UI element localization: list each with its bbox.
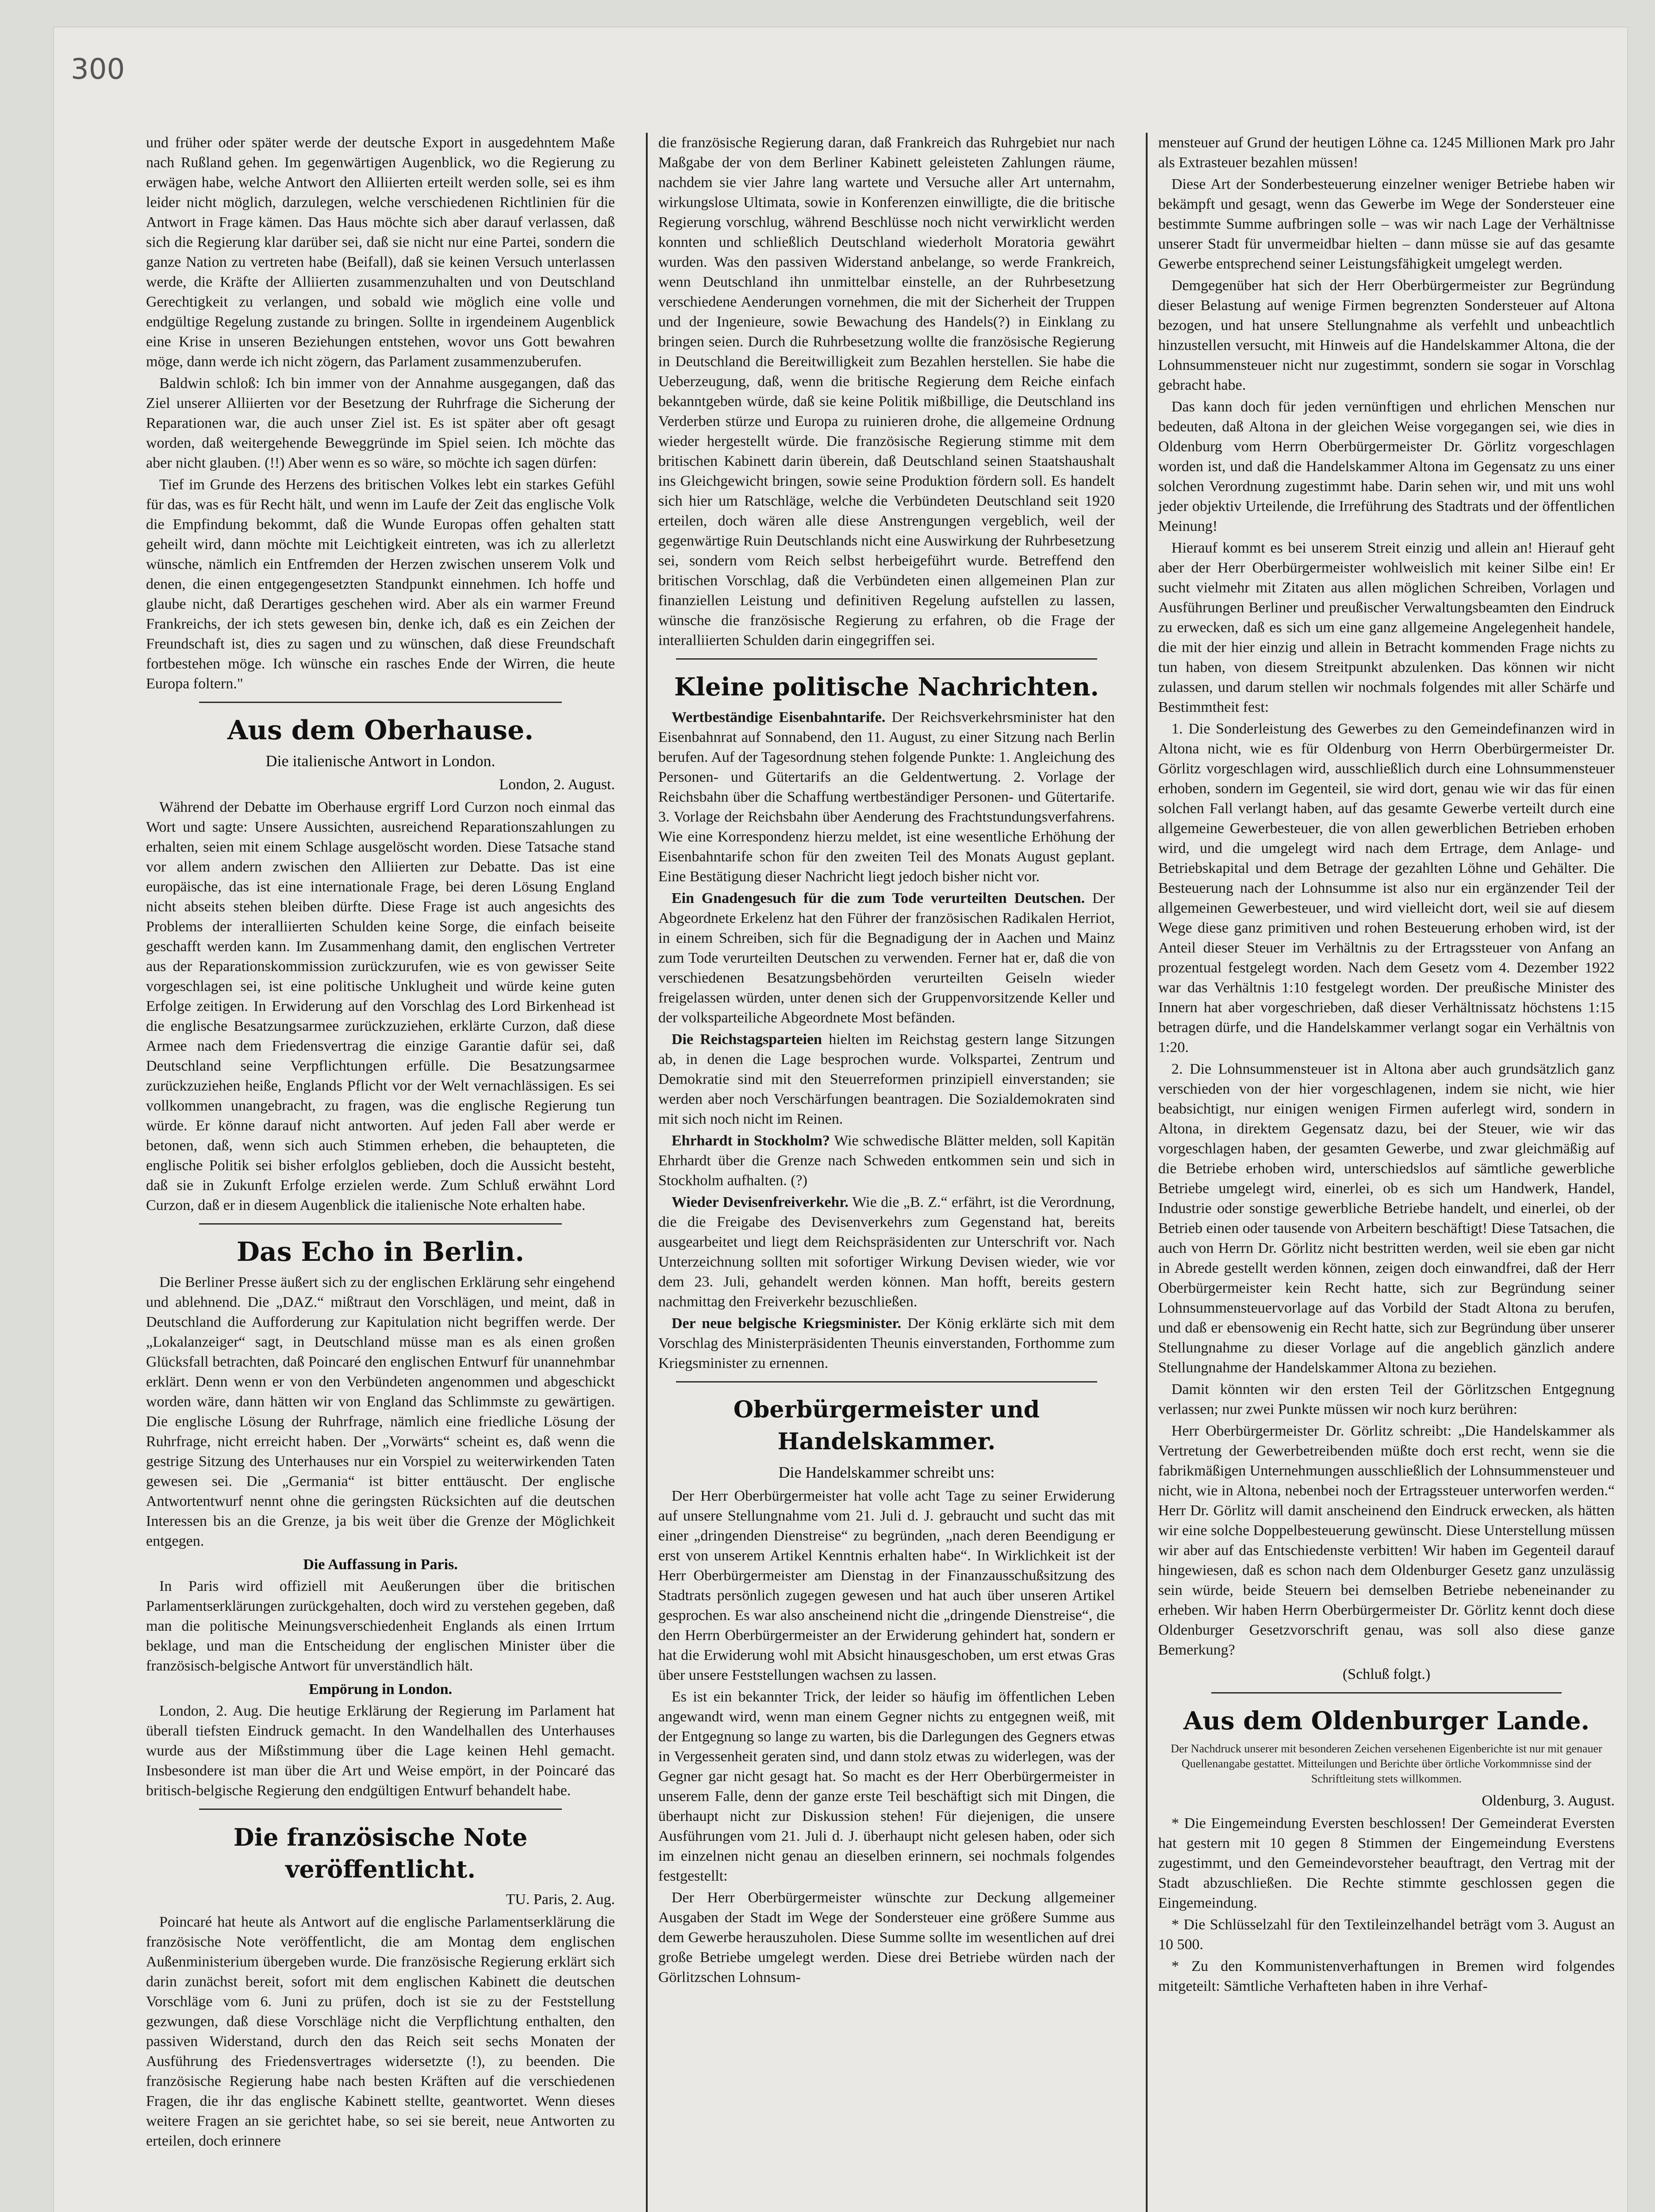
section-divider	[676, 658, 1097, 660]
article-continuation-paragraph: Tief im Grunde des Herzens des britischen Volkes lebt ein starkes Gefühl für das, was es für Recht hält, und wenn im Laufe der Zeit das englische Volk die Empfindung bekommt, daß die Wunde Europas offen gehalten statt geheilt wird, dann möchte mit Leichtigkeit eintreten, was ich zu allerletzt wünsche, nämlich ein Entfremden der Herzen zwischen unserem Volk und denen, die einen entgegengesetzten Standpunkt einnehmen. Ich hoffe und glaube nicht, daß Derartiges geschehen wird. Aber als ein warmer Freund Frankreichs, der ich stets gewesen bin, denke ich, daß es ein Zeichen der Freundschaft ist, dies zu sagen und zu wünschen, daß diese Freundschaft fortbestehen möge. Ich wünsche ein rasches Ende der Wirren, die heute Europa foltern."	[146, 476, 615, 692]
columns	[146, 133, 1619, 2212]
subheading-london: Empörung in London.	[308, 1681, 453, 1697]
article-paragraph: In Paris wird offiziell mit Aeußerungen über die britischen Parlamentserklärungen zurückgehalten, doch wird zu verstehen gegeben, daß man die politische Meinungsverschiedenheit Englands als einen Irrtum beklage, und man die Entscheidung der englischen Minister über die französisch-belgische Antwort für unverständlich hält.	[146, 1578, 615, 1674]
headline-french-note: Die französische Note veröffentlicht.	[233, 1823, 528, 1883]
page-number: 300	[71, 53, 125, 86]
column-3	[1146, 133, 1615, 2212]
section-divider	[199, 1809, 562, 1810]
column-2	[646, 133, 1115, 2212]
article-paragraph: Das kann doch für jeden vernünftigen und ehrlichen Menschen nur bedeuten, daß Altona in der gleichen Weise vorgegangen sei, wie dies in Oldenburg vom Herrn Oberbürgermeister Dr. Görlitz vorgeschlagen worden ist, und daß die Handelskammer Altona im Gegensatz zu uns einer solchen Verordnung zugestimmt habe. Darin sehen wir, und mit uns wohl jeder objektiv Urteilende, die Irreführung des Stadtrats und der öffentlichen Meinung!	[1158, 399, 1615, 534]
article-paragraph: Hierauf kommt es bei unserem Streit einzig und allein an! Hierauf geht aber der Herr Oberbürgermeister wohlweislich mit keiner Silbe ein! Er sucht vielmehr mit Zitaten aus allen möglichen Schreiben, Vorlagen und Ausführungen Berliner und preußischer Verwaltungsbeamten den Eindruck zu erwecken, daß es sich um eine ganz allgemeine Angelegenheit handele, die mit der hier einzig und allein in Betracht kommenden Frage nichts zu tun haben, von diesem Streitpunkt abzulenken. Das können wir nicht zulassen, und darum stellen wir nochmals folgendes mit aller Schärfe und Bestimmtheit fest:	[1158, 540, 1615, 715]
article-continuation-paragraph: die französische Regierung daran, daß Frankreich das Ruhrgebiet nur nach Maßgabe der von dem Berliner Kabinett geleisteten Zahlungen räume, nachdem sie vier Jahre lang wartete und Versuche aller Art unternahm, wirkungslose Ultimata, sowie in Konferenzen einwilligte, die die britische Regierung vorschlug, während Beschlüsse noch nicht verwirklicht werden konnten und schließlich Deutschland wiederholt Moratoria gewährt wurden. Was den passiven Widerstand anbelange, so werde Frankreich, wenn Deutschland ihn unmittelbar einstelle, an der Ruhrbesetzung verschiedene Aenderungen vornehmen, die mit der Sicherheit der Truppen und der Ingenieure, sowie Bewachung des Handels(?) in Einklang zu bringen seien. Durch die Ruhrbesetzung wollte die französische Regierung in Deutschland die Bereitwilligkeit zum Bezahlen herstellen. Sie habe die Ueberzeugung, daß, wenn die britische Regierung dem Reiche einfach bekanntgeben würde, daß sie keine Politik mißbillige, die Deutschland ins Verderben stürze und Europa zu ruinieren drohe, die allgemeine Ordnung wieder hergestellt würde. Die französische Regierung stimme mit dem britischen Kabinett darin überein, daß Deutschland seinen Staatshaushalt ins Gleichgewicht bringen, sowie seine Produktion fördern soll. Es handelt sich hier um Ratschläge, welche die Verbündeten Deutschland seit 1920 erteilen, doch wären alle diese Anstrengungen vergeblich, weil der gegenwärtige Ruin Deutschlands nicht eine Auswirkung der Ruhrbesetzung sei, sondern vom Reich selbst herbeigeführt wurde. Betreffend den britischen Vorschlag, daß die Verbündeten einen allgemeinen Plan zur finanziellen Leistung und definitiven Regelung aufstellen zu lassen, wünsche die französische Regierung zu erfahren, ob die Frage der interalliierten Schulden darin eingegriffen sei.	[658, 134, 1115, 649]
article-paragraph: Herr Oberbürgermeister Dr. Görlitz schreibt: „Die Handelskammer als Vertretung der Gewerbetreibenden müßte doch erst recht, wenn sie die fabrikmäßigen Unternehmungen ausschließlich der Lohnsummensteuer und nicht, wie in Altona, nebenbei noch der Ertragssteuer unterworfen werden.“ Herr Dr. Görlitz will damit anscheinend den Eindruck erwecken, als hätten wir eine solche Doppelbesteuerung gewünscht. Diese Unterstellung müssen wir aber auf das Entschiedenste verbitten! Wir haben im Gegenteil darauf hingewiesen, daß es schon nach dem Oldenburger Gesetz ganz unzulässig sein würde, beide Steuern bei demselben Betriebe nebeneinander zu erheben. Wir haben Herrn Oberbürgermeister Dr. Görlitz kennt doch diese Oldenburger Gesetzvorschrift genau, was soll also diese ganze Bemerkung?	[1158, 1423, 1615, 1658]
article-paragraph: Damit könnten wir den ersten Teil der Görlitzschen Entgegnung verlassen; nur zwei Punkte müssen wir noch kurz berühren:	[1158, 1381, 1615, 1417]
article-paragraph: Während der Debatte im Oberhause ergriff Lord Curzon noch einmal das Wort und sagte: Unsere Aussichten, ausreichend Reparationszahlungen zu erhalten, seien mit einem Schlage ausgelöscht worden. Diese Tatsache stand vor allem andern zwischen den Alliierten zur Debatte. Das ist eine europäische, das ist eine internationale Frage, bei deren Lösung England nicht abseits stehen bleiben dürfte. Diese Frage ist auch angesichts des Problems der interalliierten Schulden keine Sorge, die einfach beiseite geschafft werden kann. Im Zusammenhang damit, den englischen Vertreter aus der Reparationskommission zurückzurufen, wie es von gewisser Seite vorgeschlagen sei, ist eine politische Unklugheit und würde keine guten Erfolge zeitigen. In Erwiderung auf den Vorschlag des Lord Birkenhead ist die englische Besatzungsarmee zurückzuziehen, erklärte Curzon, daß diese Armee nach dem Friedensvertrag die einzige Garantie dafür sei, daß Deutschland seine Verpflichtungen erfülle. Die Besatzungsarmee zurückzuziehen heiße, Englands Pflicht vor der Welt vernachlässigen. Es sei vollkommen unangebracht, zu fragen, was die englische Regierung tun würde. Er könne darauf nicht antworten. Auf jeden Fall aber werde er betonen, daß, wenn sich auch Stimmen erheben, die behaupteten, die englische Politik sei bisher erfolglos geblieben, doch die Aussicht besteht, daß sie in Zukunft Erfolge erzielen werde. Zum Schluß erwähnt Lord Curzon, daß er in diesem Augenblick die italienische Note erhalten habe.	[146, 799, 615, 1214]
news-item	[658, 1192, 1115, 1312]
reprint-notice: Der Nachdruck unserer mit besonderen Zeichen versehenen Eigenberichte ist nur mit genauer Quellenangabe gestattet. Mitteilungen und Berichte über örtliche Vorkommnisse sind der Schriftleitung stets willkommen.	[1171, 1742, 1602, 1785]
article-continuation-paragraph: und früher oder später werde der deutsche Export in ausgedehntem Maße nach Rußland gehen. Im gegenwärtigen Augenblick, wo die Regierung zu erwägen habe, welche Antwort den Alliierten erteilt werden solle, sei es ihm leider nicht möglich, darzulegen, welche verschiedenen Richtlinien für die Antwort in Frage kämen. Das Haus möchte sich aber darauf verlassen, daß sich die Regierung klar darüber sei, daß sie nicht nur eine Partei, sondern die ganze Nation zu vertreten habe (Beifall), daß sie keinen Versuch unterlassen werde, die Kräfte der Alliierten zusammenzuhalten und von Deutschland Gerechtigkeit zu verlangen, und sobald wie möglich eine volle und endgültige Regelung zustande zu bringen. Sollte in irgendeinem Augenblick eine Krise in unseren Beziehungen entstehen, wovor uns Gott bewahren möge, dann werde ich nicht zögern, das Parlament zusammenzuberufen.	[146, 134, 615, 370]
column-1	[146, 133, 615, 2212]
news-item-text: Der Abgeordnete Erkelenz hat den Führer der französischen Radikalen Herriot, in einem Schreiben, sich für die Begnadigung der in Aachen und Mainz zum Tode verurteilten Deutschen zu verwenden. Ferner hat er, daß die von verschiedenen Besatzungsbehörden verurteilten Geiseln wieder freigelassen würden, unter denen sich der Gruppenvorsitzende Keller und der volksparteiliche Abgeordnete Most befänden.	[658, 890, 1115, 1026]
headline-oldenburger-lande: Aus dem Oldenburger Lande.	[1183, 1706, 1590, 1736]
headline-oberbuergermeister: Oberbürgermeister und Handelskammer.	[733, 1396, 1040, 1455]
section-divider	[199, 702, 562, 703]
article-paragraph: Diese Art der Sonderbesteuerung einzelner weniger Betriebe haben wir bekämpft und gesagt, wenn das Gewerbe im Wege der Sondersteuer eine bestimmte Summe aufbringen solle – was wir nach Lage der Verhältnisse unserer Stadt für unvermeidbar hielten – dann müsse sie auf das gesamte Gewerbe entsprechend seiner Leistungsfähigkeit umgelegt werden.	[1158, 176, 1615, 272]
news-item-head: Wieder Devisenfreiverkehr.	[672, 1194, 849, 1210]
section-divider	[676, 1381, 1097, 1382]
headline-kleine-nachrichten: Kleine politische Nachrichten.	[674, 672, 1099, 702]
intro-line: Die Handelskammer schreibt uns:	[778, 1463, 995, 1481]
section-divider	[1211, 1692, 1562, 1694]
headline-oberhaus: Aus dem Oberhause.	[227, 715, 534, 746]
dateline: London, 2. August.	[499, 776, 615, 793]
section-divider	[199, 1223, 562, 1225]
news-item-text: Wie die „B. Z.“ erfährt, ist die Verordnung, die die Freigabe des Devisenverkehrs zum Gegenstand hat, bereits ausgearbeitet und liegt dem Reichspräsidenten zur Unterschrift vor. Nach Unterzeichnung sollten mit sofortiger Wirkung Devisen wieder, wie vor dem 23. Juli, gehandelt werden können. Man hofft, bereits gestern nachmittag den Freiverkehr bezuschließen.	[658, 1194, 1115, 1310]
news-item-head: Die Reichstagsparteien	[672, 1031, 822, 1048]
article-paragraph: 1. Die Sonderleistung des Gewerbes zu den Gemeindefinanzen wird in Altona nicht, wie es für Oldenburg von Herrn Oberbürgermeister Dr. Görlitz vorgeschlagen wird, ausschließlich durch eine Lohnsummensteuer erhoben, sondern im Gegenteil, sie wird dort, genau wie wir das für einen solchen Fall verlangt haben, auf das gesamte Gewerbe verteilt durch eine allgemeine Gewerbesteuer, die von allen gewerblichen Betrieben erhoben wird, und die umgelegt wird nach dem Ertrage, dem Anlage- und Betriebskapital und dem Betrage der gezahlten Löhne und Gehälter. Die Besteuerung nach der Lohnsumme ist also nur ein ergänzender Teil der allgemeinen Gewerbesteuer, und wird vielleicht dort, weil sie auf diesem Wege diese ganz primitiven und rohen Besteuerung erhoben wird, ist der Anteil dieser Steuer im Verhältnis zu der Ertragssteuer von Anfang an prozentual festgelegt worden. Nach dem Gesetz vom 4. Dezember 1922 war das Verhältnis 1:10 festgelegt worden. Der preußische Minister des Innern hat aber vorgeschrieben, daß dieser Verhältnissatz höchstens 1:15 betragen dürfe, und die Handelskammer verlangt sogar ein Verhältnis von 1:20.	[1158, 721, 1615, 1056]
article-paragraph: 2. Die Lohnsummensteuer ist in Altona aber auch grundsätzlich ganz verschieden von der hier vorgeschlagenen, indem sie nicht, wie hier beabsichtigt, nur einigen wenigen Firmen auferlegt wird, sondern in Altona, in direktem Gegensatz dazu, bei der Steuer, wie wir das vorgeschlagen haben, der gesamten Gewerbe, und zwar gleichmäßig auf die Betriebe erhoben wird, unterschiedslos auf sämtliche gewerbliche Betriebe umgelegt wird, einerlei, ob es sich um Handwerk, Handel, Industrie oder sonstige gewerbliche Betriebe handelt, und einerlei, ob der Betrieb einen oder tausende von Arbeitern beschäftigt! Diese Tatsachen, die auch von Herrn Dr. Görlitz nicht bestritten werden, weil sie eben gar nicht in Abrede gestellt werden können, zeigen doch einwandfrei, daß der Herr Oberbürgermeister kein Recht hatte, sich zur Begründung seiner Lohnsummensteuervorlage auf das Vorbild der Stadt Altona zu berufen, und daß er ebensowenig ein Recht hatte, sich zur Begründung über unserer Stellungnahme zu dieser Vorlage auf die angeblich gänzlich andere Stellungnahme der Handelskammer Altona zu beziehen.	[1158, 1061, 1615, 1376]
to-be-continued: (Schluß folgt.)	[1342, 1666, 1431, 1682]
article-paragraph: London, 2. Aug. Die heutige Erklärung der Regierung im Parlament hat überall tiefsten Eindruck gemacht. In den Wandelhallen des Unterhauses wurde aus der Mißstimmung über die Lage keinen Hehl gemacht. Insbesondere ist man über die Art und Weise empört, in der Poincaré das britisch-belgische Regierung den endgültigen Entwurf behandelt habe.	[146, 1703, 615, 1799]
news-item	[658, 1131, 1115, 1190]
newspaper-page	[53, 27, 1628, 2212]
news-item	[658, 707, 1115, 887]
news-item: * Die Schlüsselzahl für den Textileinzelhandel beträgt vom 3. August an 10 500.	[1158, 1916, 1615, 1953]
article-paragraph: Demgegenüber hat sich der Herr Oberbürgermeister zur Begründung dieser Belastung auf wenige Firmen begrenzten Sondersteuer auf Altona bezogen, und hat unsere Stellungnahme als verfehlt und unbeachtlich hinzustellen versucht, mit Hinweis auf die Handelskammer Altona, die der Lohnsummensteuer nicht nur zugestimmt, sondern sie sogar in Vorschlag gebracht habe.	[1158, 277, 1615, 393]
news-item: * Zu den Kommunistenverhaftungen in Bremen wird folgendes mitgeteilt: Sämtliche Verhafteten haben in ihre Verhaf-	[1158, 1958, 1615, 1994]
news-item	[658, 1029, 1115, 1129]
news-item-text: Wie schwedische Blätter melden, soll Kapitän Ehrhardt über die Grenze nach Schweden entkommen sein und sich in Stockholm aufhalten. (?)	[658, 1133, 1115, 1189]
headline-echo-berlin: Das Echo in Berlin.	[236, 1237, 525, 1267]
news-item: * Die Eingemeindung Eversten beschlossen! Der Gemeinderat Eversten hat gestern mit 10 gegen 8 Stimmen der Eingemeindung Everstens zugestimmt, und den Gemeindevorsteher beauftragt, den Vertrag mit der Stadt abzuschließen. Die Rechte stimmte geschlossen gegen die Eingemeindung.	[1158, 1815, 1615, 1911]
dateline: TU. Paris, 2. Aug.	[506, 1891, 615, 1908]
article-paragraph: Der Herr Oberbürgermeister wünschte zur Deckung allgemeiner Ausgaben der Stadt im Wege der Sondersteuer eine größere Summe aus dem Gewerbe herauszuholen. Diese Summe sollte im wesentlichen auf drei große Betriebe umgelegt werden. Diese drei Betriebe würden nach der Görlitzschen Lohnsum-	[658, 1889, 1115, 1985]
news-item-text: Der König erklärte sich mit dem Vorschlag des Ministerpräsidenten Theunis einverstanden, Forthomme zum Kriegsminister zu ernennen.	[658, 1315, 1115, 1371]
subheading-paris: Die Auffassung in Paris.	[303, 1556, 458, 1573]
news-item	[658, 888, 1115, 1028]
news-item-head: Der neue belgische Kriegsminister.	[672, 1315, 902, 1332]
subheadline-oberhaus: Die italienische Antwort in London.	[265, 752, 495, 770]
news-item-text: Der Reichsverkehrsminister hat den Eisenbahnrat auf Sonnabend, den 11. August, zu einer Sitzung nach Berlin berufen. Auf der Tagesordnung stehen folgende Punkte: 1. Angleichung des Personen- und Gütertarifs an die Geldentwertung. 2. Vorlage der Reichsbahn über die Schaffung wertbeständiger Personen- und Gütertarife. 3. Vorlage der Reichsbahn über Aenderung des Frachtstundungsverfahrens. Wie eine Korrespondenz hierzu meldet, ist eine wesentliche Erhöhung der Eisenbahntarife schon für den zweiten Teil des Monats August geplant. Eine Bestätigung dieser Nachricht liegt jedoch bisher nicht vor.	[658, 709, 1115, 885]
news-item-head: Wertbeständige Eisenbahntarife.	[672, 709, 886, 726]
article-paragraph: Der Herr Oberbürgermeister hat volle acht Tage zu seiner Erwiderung auf unsere Stellungnahme vom 21. Juli d. J. gebraucht und sucht das mit einer „dringenden Dienstreise“ zu begründen, „nach deren Beendigung er erst von unserem Artikel Kenntnis erhalten habe“. In Wirklichkeit ist der Herr Oberbürgermeister am Dienstag in der Finanzausschußsitzung des Stadtrats persönlich zugegen gewesen und hat auch über unseren Artikel gesprochen. Es war also anscheinend nicht die „dringende Dienstreise“, die den Herrn Oberbürgermeister an der Erwiderung gehindert hat, sondern er hat die Erwiderung wohl mit Absicht hinausgeschoben, um erst etwas Gras über unsere Feststellungen wachsen zu lassen.	[658, 1488, 1115, 1683]
article-continuation-paragraph: mensteuer auf Grund der heutigen Löhne ca. 1245 Millionen Mark pro Jahr als Extrasteuer bezahlen müssen!	[1158, 134, 1615, 171]
news-item-head: Ein Gnadengesuch für die zum Tode verurteilten Deutschen.	[672, 890, 1085, 906]
news-item-head: Ehrhardt in Stockholm?	[672, 1133, 830, 1149]
dateline: Oldenburg, 3. August.	[1482, 1793, 1615, 1809]
article-continuation-paragraph: Baldwin schloß: Ich bin immer von der Annahme ausgegangen, daß das Ziel unserer Alliierten vor der Besetzung der Ruhrfrage die Sicherung der Reparationen war, die auch unser Ziel ist. Es ist später aber oft gesagt worden, daß weitergehende Beweggründe im Spiel seien. Ich möchte das aber nicht glauben. (!!) Aber wenn es so wäre, so möchte ich sagen dürfen:	[146, 375, 615, 471]
article-paragraph: Es ist ein bekannter Trick, der leider so häufig im öffentlichen Leben angewandt wird, wenn man einem Gegner nichts zu entgegnen weiß, mit der Entgegnung so lange zu warten, bis die Darlegungen des Gegners etwas in Vergessenheit geraten sind, und dann stolz etwas zu widerlegen, was der Gegner gar nicht gesagt hat. So macht es der Herr Oberbürgermeister in unserem Falle, denn der ganze erste Teil beschäftigt sich mit Dingen, die überhaupt nicht zur Diskussion stehen! Für diejenigen, die unsere Ausführungen vom 21. Juli d. J. überhaupt nicht gelesen haben, oder sich im einzelnen nicht genau an dieselben erinnern, sei nochmals folgendes festgestellt:	[658, 1689, 1115, 1884]
news-item-text: hielten im Reichstag gestern lange Sitzungen ab, in denen die Lage besprochen wurde. Volkspartei, Zentrum und Demokratie sind mit den Steuerreformen prinzipiell einverstanden; sie werden aber noch Verschärfungen beantragen. Die Sozialdemokraten sind mit sich noch nicht im Reinen.	[658, 1031, 1115, 1127]
article-paragraph: Die Berliner Presse äußert sich zu der englischen Erklärung sehr eingehend und ablehnend. Die „DAZ.“ mißtraut den Vorschlägen, und meint, daß in Deutschland die Aufforderung zur Kapitulation nicht begriffen werde. Der „Lokalanzeiger“ sagt, in Deutschland müsse man es als einen großen Glücksfall betrachten, daß Poincaré den englischen Entwurf für unannehmbar erklärt. Denn wenn er von den Verbündeten angenommen und abgeschickt worden wäre, dann hätten wir von England das Schlimmste zu gewärtigen. Die englische Lösung der Ruhrfrage, nämlich eine friedliche Lösung der Ruhrfrage, nicht erreicht haben. Der „Vorwärts“ scheint es, daß wenn die gestrige Sitzung des Unterhauses nur ein Vorspiel zu weiterwirkenden Taten gewesen sei. Die „Germania“ ist bitter enttäuscht. Der englische Antwortentwurf nennt ohne die geringsten Rücksichten auf die deutschen Interessen bis an die Grenze, ja bis weit über die Grenze der Möglichkeit entgegen.	[146, 1274, 615, 1549]
news-item	[658, 1313, 1115, 1373]
article-paragraph: Poincaré hat heute als Antwort auf die englische Parlamentserklärung die französische Note veröffentlicht, die am Montag dem englischen Außenministerium übergeben wurde. Die französische Regierung erklärt sich darin zunächst bereit, sofort mit dem englischen Kabinett die deutschen Vorschläge vom 6. Juni zu prüfen, doch ist sie zu der Feststellung gezwungen, daß diese Vorschläge nicht die Verpflichtung enthalten, den passiven Widerstand, durch den das Reich seit sechs Monaten der Ausführung des Friedensvertrages widersetzte (!), zu beenden. Die französische Regierung habe nach besten Kräften auf die verschiedenen Fragen, die ihr das englische Kabinett stellte, geantwortet. Wenn dieses weitere Fragen an sie gerichtet habe, so sei sie bereit, neue Antworten zu erteilen, doch erinnere	[146, 1914, 615, 2149]
